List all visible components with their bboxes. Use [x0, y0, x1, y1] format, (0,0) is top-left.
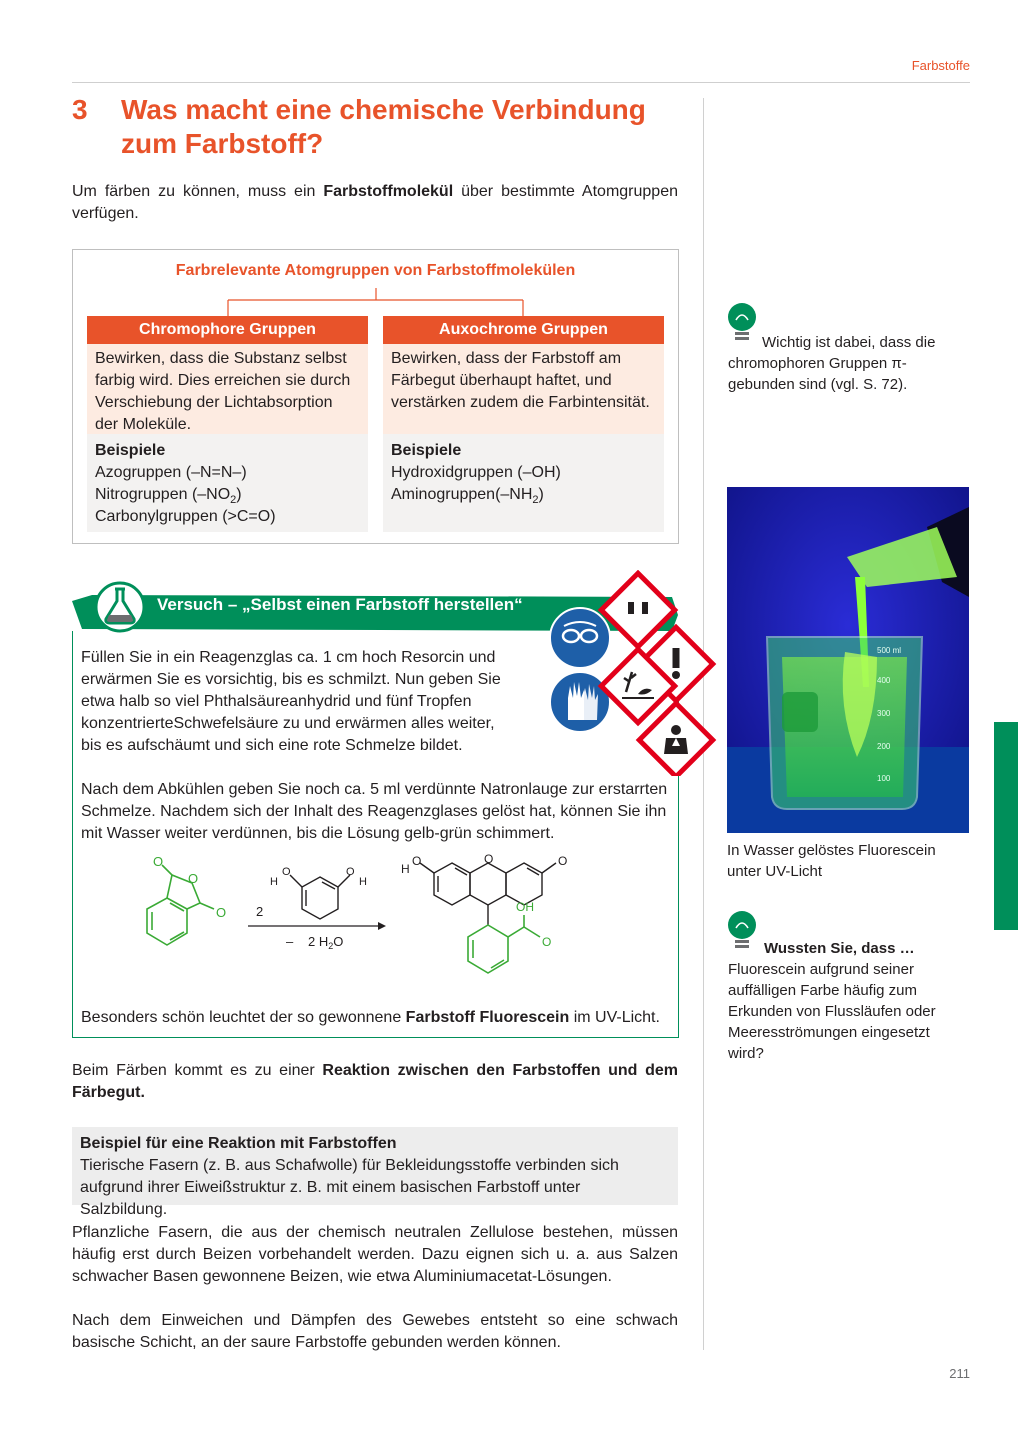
fluorescein-structure [420, 863, 556, 925]
atom-groups-diagram [72, 249, 679, 544]
health-hazard-icon [639, 703, 713, 776]
title-line-2: zum Farbstoff? [121, 128, 324, 159]
svg-text:O: O [153, 854, 164, 869]
example-azo: Azogruppen (–N=N–) [95, 464, 247, 481]
example-amino: $Aminogruppen(-NH_2)$ [391, 486, 544, 507]
plant-fiber-paragraph: Pflanzliche Fasern, die aus der chemisch neutralen Zellulose bestehen, müssen häufig erst durch Beizen vorbehandelt werden. Dazu eignen sich u. a. aus Salzen schwacher Basen gewonnene Beizen, wie etwa Aluminiumacetat-Lösungen. [72, 1224, 678, 1285]
chromophore-examples [87, 434, 368, 532]
benzoic-acid-structure [468, 915, 540, 973]
svg-text:H: H [401, 862, 410, 876]
svg-text:O: O [282, 866, 291, 878]
svg-text:O: O [542, 935, 552, 949]
svg-text:2: 2 [256, 904, 264, 919]
auxochrome-header: Auxochrome Gruppen [383, 316, 664, 344]
svg-text:O: O [484, 853, 494, 866]
phthalic-anhydride-structure [147, 865, 214, 945]
auxochrome-examples [383, 434, 664, 532]
auxochrome-description: Bewirken, dass der Farbstoff am Färbegut überhaupt haftet, und verstärken zudem die Farbintensität. [383, 344, 664, 434]
chromophore-description: Bewirken, dass die Substanz selbst farbig wird. Dies erreichen sie durch Verschiebung der Lichtabsorption der Moleküle. [87, 344, 368, 434]
title-line-1: Was macht eine chemische Verbindung [121, 94, 646, 125]
tip-2-title: Wussten Sie, dass … [764, 940, 915, 957]
experiment-step-2: Nach dem Abkühlen geben Sie noch ca. 5 ml verdünnte Natronlauge zur erstarrten Schmelze. Nachdem sich der Inhalt des Reagenzglases gelöst hat, können Sie ihn mit Wasser weiter verdünnen, bis die Lösung gelb-grün schimmert. [81, 781, 668, 842]
examples-title: Beispiele [95, 442, 166, 459]
example-hydroxide: Hydroxidgruppen (–OH) [391, 464, 561, 481]
sidebar-tip-1: Wichtig ist dabei, dass die chromophoren Gruppen π-gebunden sind (vgl. S. 72). [728, 334, 936, 393]
svg-text:O: O [558, 854, 568, 868]
reaction-scheme [132, 853, 612, 1003]
title-number: 3 [72, 94, 88, 125]
section-label: Farbstoffe [911, 58, 970, 73]
example-carbonyl: Carbonylgruppen (>C=O) [95, 508, 276, 525]
auxochrome-column [383, 316, 664, 532]
gloves-icon [550, 672, 610, 732]
running-header [72, 58, 970, 83]
example-box-text: Tierische Fasern (z. B. aus Schafwolle) für Bekleidungsstoffe verbinden sich aufgrund ihrer Eiweißstruktur z. B. mit einem basischen Farbstoff unter Salzbildung. [80, 1157, 619, 1218]
svg-text:H: H [359, 876, 367, 888]
resorcinol-structure [290, 875, 350, 919]
flask-icon [94, 581, 146, 633]
page-number: 211 [949, 1366, 970, 1381]
corrosive-hazard-icon [601, 573, 675, 647]
svg-text:H: H [270, 876, 278, 888]
intro-paragraph: Um färben zu können, muss ein Farbstoffmolekül über bestimmte Atomgruppen verfügen. [72, 183, 678, 222]
svg-text:OH: OH [516, 900, 534, 914]
svg-text:2 H2O: 2 $H_2O$ [308, 934, 344, 951]
svg-text:O: O [412, 854, 422, 868]
reaction-paragraph: Beim Färben kommt es zu einer Reaktion zwischen den Farbstoffen und dem Färbegut. [72, 1062, 679, 1101]
chromophore-header: Chromophore Gruppen [87, 316, 368, 344]
svg-text:500 ml: 500 ml [877, 646, 902, 655]
example-box-title: Beispiel für eine Reaktion mit Farbstoffen [80, 1135, 397, 1152]
fluorescein-photo [727, 487, 969, 833]
sidebar-tip-2 [728, 938, 960, 1064]
experiment-step-1: Füllen Sie in ein Reagenzglas ca. 1 cm hoch Resorcin und erwärmen Sie es vorsichtig, bis es schmilzt. Nun geben Sie etwa halb so viel Phthalsäureanhydrid und fünf Tropfen konzentrierteSchwefelsäure zu und erwärmen alles weiter, bis es aufschäumt und sich eine rote Schmelze bildet. [81, 649, 501, 754]
svg-text:200: 200 [877, 742, 891, 751]
svg-text:400: 400 [877, 676, 891, 685]
chapter-marker [994, 722, 1018, 930]
soak-paragraph: Nach dem Einweichen und Dämpfen des Gewebes entsteht so eine schwach basische Schicht, an der saure Farbstoffe gebunden werden können. [72, 1312, 678, 1351]
chromophore-column [87, 316, 368, 532]
diagram-connector [73, 286, 678, 318]
experiment-title: Versuch – „Selbst einen Farbstoff herstellen“ [157, 595, 523, 614]
goggles-icon [550, 608, 610, 668]
photo-caption: In Wasser gelöstes Fluorescein unter UV-Licht [727, 842, 936, 880]
svg-text:O: O [188, 871, 199, 886]
diagram-title: Farbrelevante Atomgruppen von Farbstoffmolekülen [175, 262, 576, 279]
svg-text:O: O [216, 905, 227, 920]
svg-text:100: 100 [877, 774, 891, 783]
example-box [72, 1127, 678, 1218]
page-title [72, 93, 692, 161]
svg-text:–: – [286, 934, 294, 949]
svg-text:O: O [346, 866, 355, 878]
svg-text:300: 300 [877, 709, 891, 718]
examples-title: Beispiele [391, 442, 462, 459]
experiment-conclusion: Besonders schön leuchtet der so gewonnene Farbstoff Fluorescein im UV-Licht. [81, 1009, 660, 1026]
example-nitro: Nitrogruppen $(-NO_2)$ [95, 486, 242, 507]
safety-symbols [540, 570, 718, 776]
tip-2-text: Fluorescein aufgrund seiner auffälligen Farbe häufig zum Erkunden von Flussläufen oder Meeresströmungen eingesetzt wird? [728, 961, 936, 1062]
